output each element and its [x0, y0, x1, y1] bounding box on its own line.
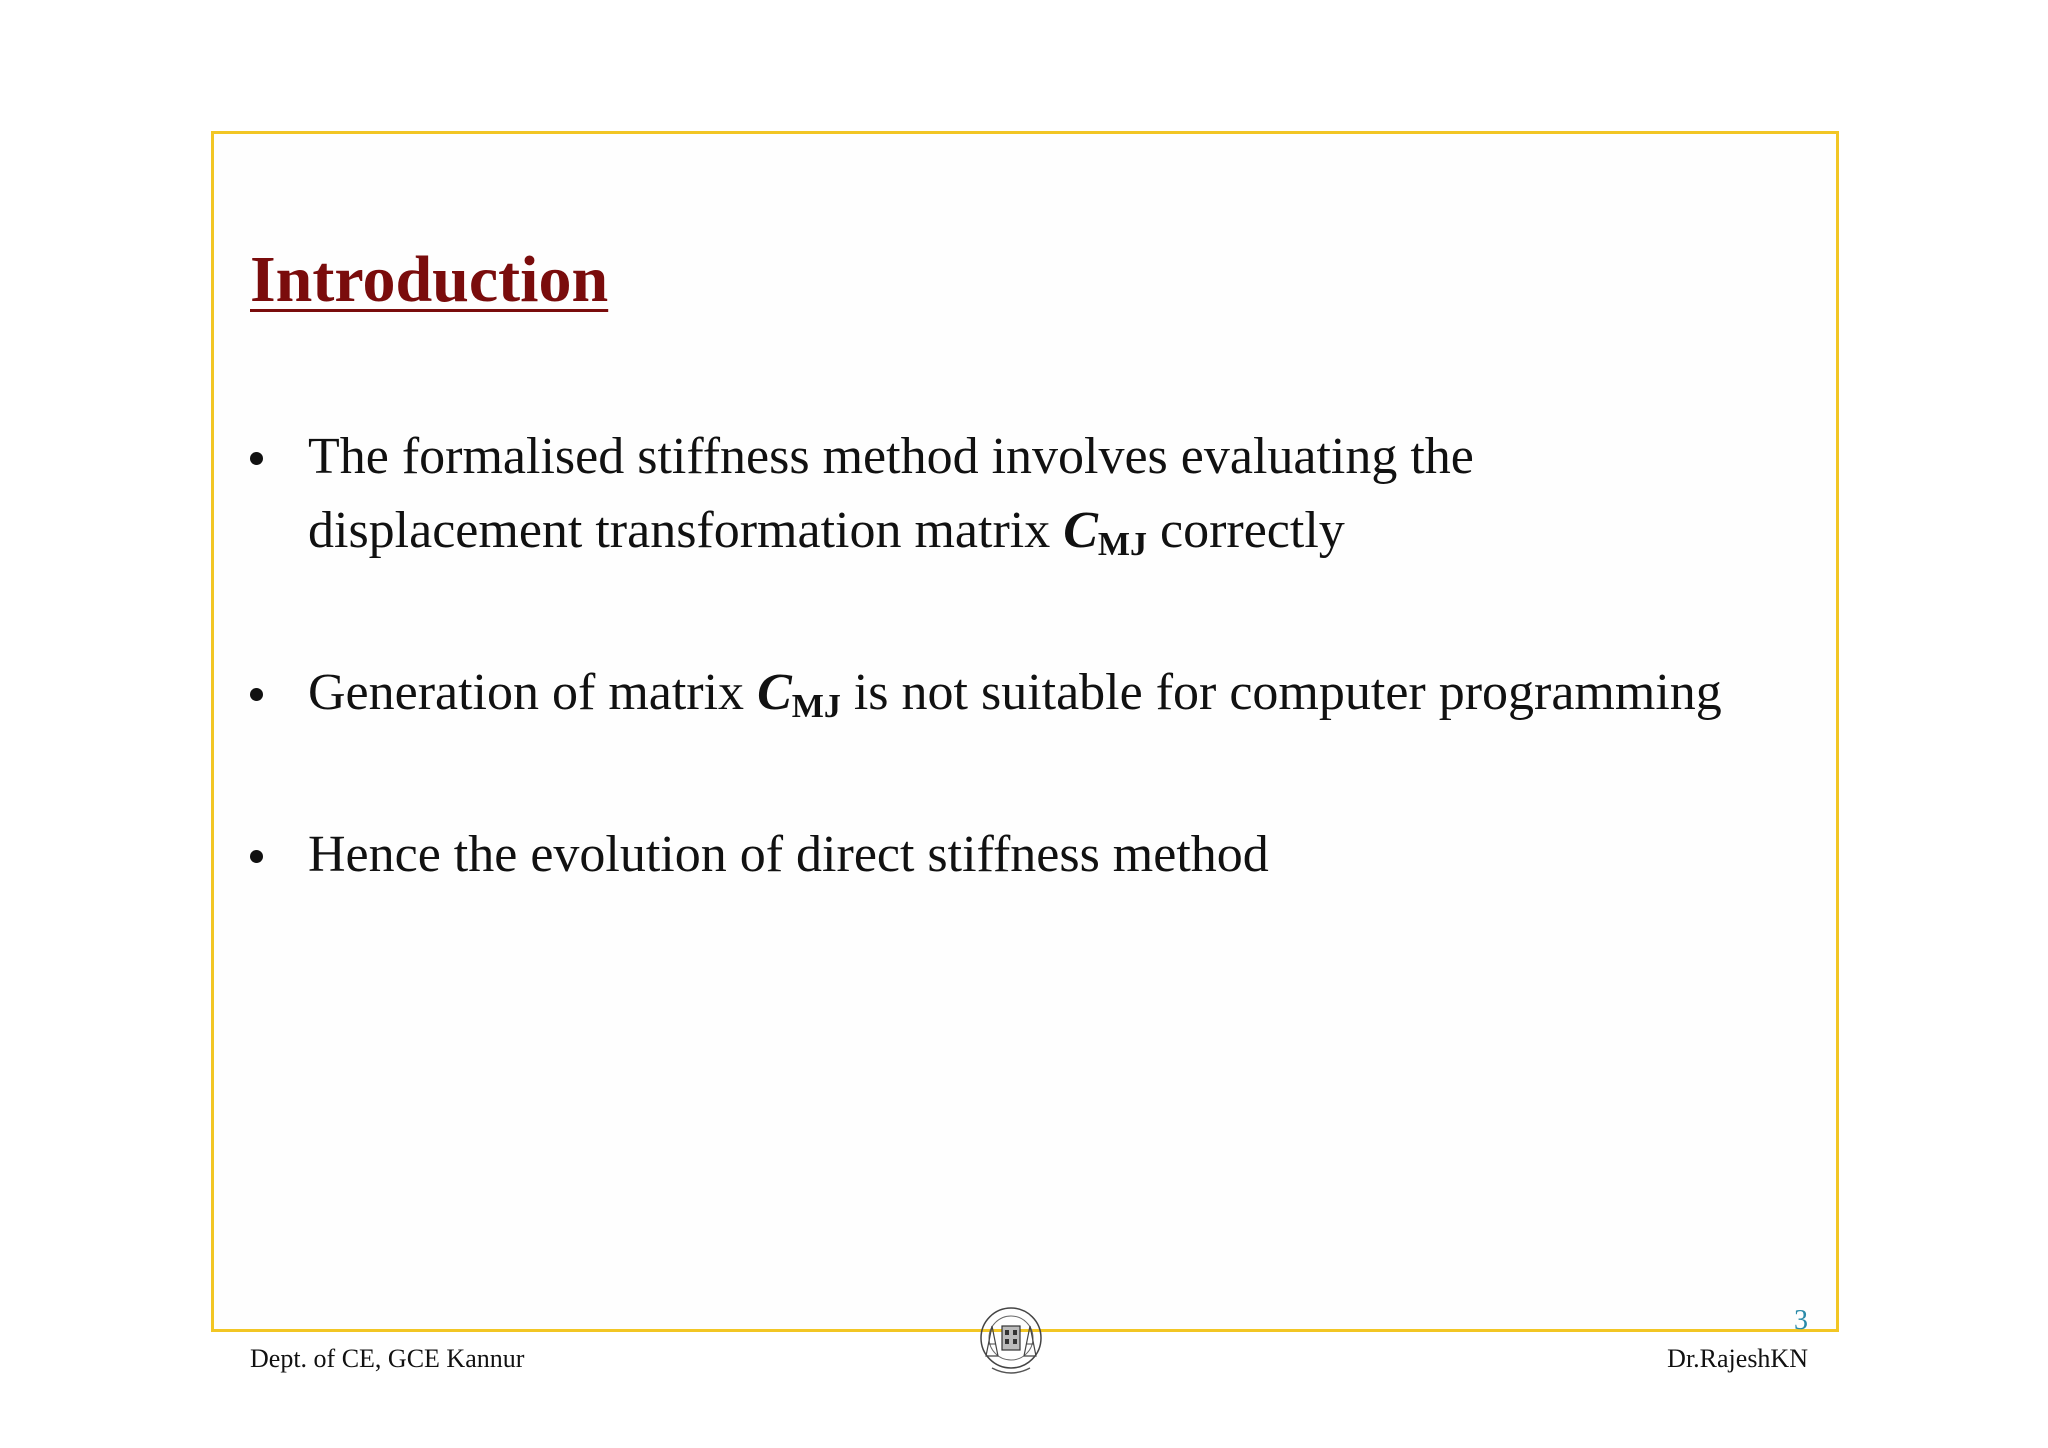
- matrix-subscript: MJ: [791, 688, 841, 725]
- bullet-text: Generation of matrix: [308, 664, 758, 721]
- bullet-text: correctly: [1147, 502, 1345, 559]
- footer-divider-left: [211, 1329, 971, 1332]
- matrix-subscript: MJ: [1097, 526, 1147, 563]
- bullet-dot-icon: [250, 452, 263, 465]
- bullet-text: Hence the evolution of direct stiffness method: [308, 826, 1269, 883]
- slide-title: Introduction: [250, 243, 609, 316]
- footer-author: Dr.RajeshKN: [1667, 1344, 1808, 1373]
- bullet-dot-icon: [250, 688, 263, 701]
- bullet-item-1: [240, 420, 1740, 582]
- bullet-text: is not suitable for computer programming: [840, 664, 1722, 721]
- bullet-item-3: [240, 818, 1740, 892]
- footer-department: Dept. of CE, GCE Kannur: [250, 1344, 525, 1373]
- page-number: 3: [1794, 1305, 1808, 1336]
- college-emblem-icon: [972, 1296, 1050, 1382]
- bullet-item-2: [240, 656, 1740, 744]
- matrix-symbol: $C_{MJ}$: [757, 664, 841, 725]
- bullet-list: [240, 420, 1740, 966]
- bullet-text: The formalised stiffness method involves evaluating the displacement transformation matrix: [308, 428, 1474, 559]
- matrix-symbol: $C_{MJ}$: [1063, 502, 1147, 563]
- footer-divider-right: [1050, 1329, 1839, 1332]
- bullet-dot-icon: [250, 850, 263, 863]
